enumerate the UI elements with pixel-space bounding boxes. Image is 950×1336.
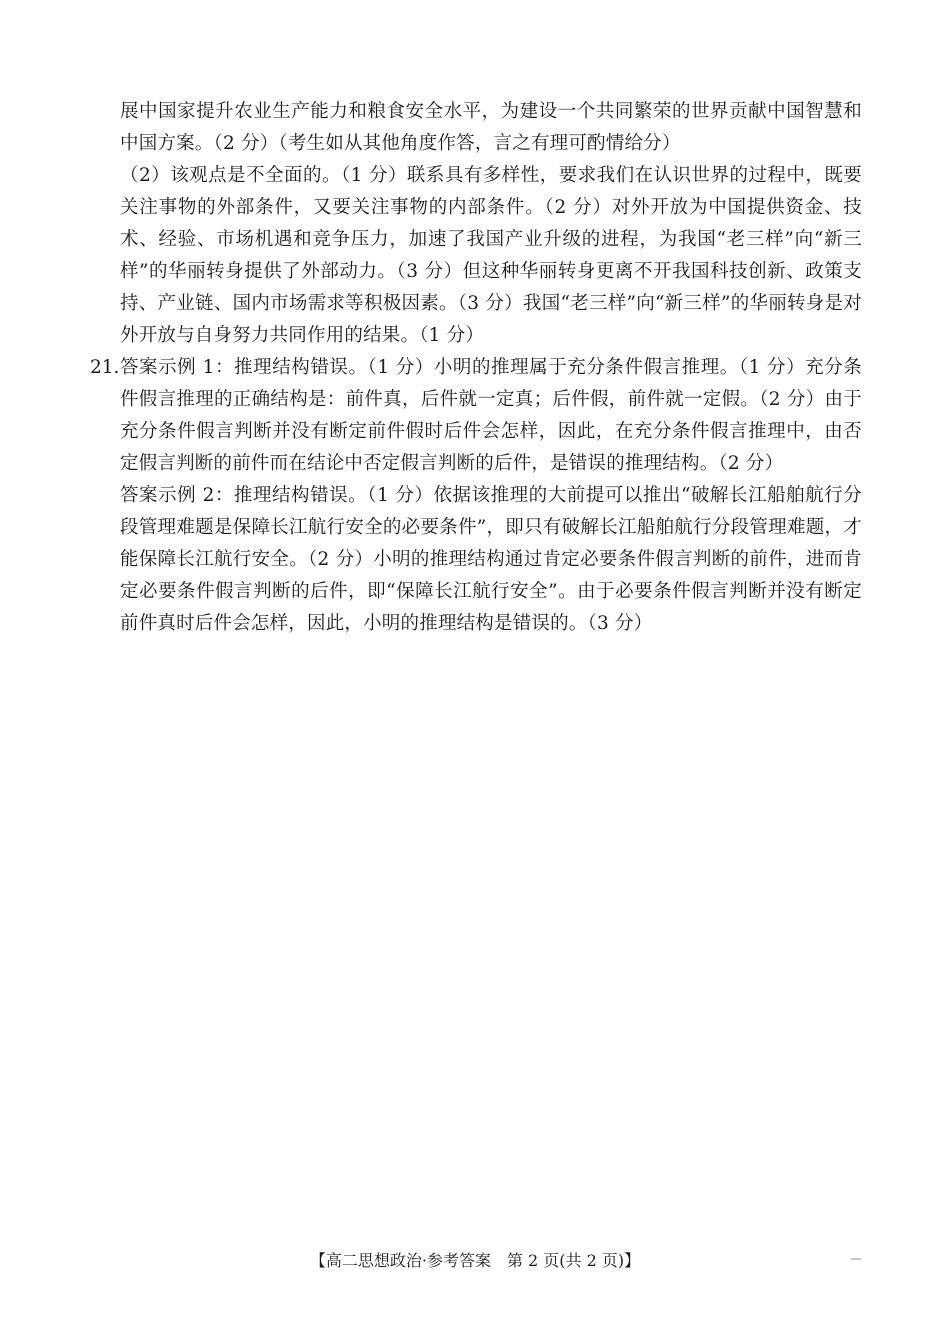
q21-number: 21. [90, 357, 120, 378]
q21-example2-text: 答案示例 2：推理结构错误。（1 分）依据该推理的大前提可以推出“破解长江船舶航行分段管理难题是保障长江航行安全的必要条件”，即只有破解长江船舶航行分段管理难题，才能保障长江航行安全。（2 分）小明的推理结构通过肯定必要条件假言判断的前件，进而肯定必要条件假言判断的后件，即“保障长江航行安全”。由于必要条件假言判断并没有断定前件真时后件会怎样，因此，小明的推理结构是错误的。（3 分） [120, 485, 862, 634]
q20-continued-text: 展中国家提升农业生产能力和粮食安全水平，为建设一个共同繁荣的世界贡献中国智慧和中国方案。（2 分）（考生如从其他角度作答，言之有理可酌情给分） [120, 101, 862, 154]
scan-mark [851, 1258, 861, 1260]
page-footer: 【高二思想政治·参考答案 第 2 页(共 2 页)】 [309, 1251, 641, 1270]
q21-example1-text: 答案示例 1：推理结构错误。（1 分）小明的推理属于充分条件假言推理。（1 分）充分条件假言推理的正确结构是：前件真，后件就一定真；后件假，前件就一定假。（2 分）由于充分条件假言判断并没有断定前件假时后件会怎样，因此，在充分条件假言推理中，由否定假言判断的前件而在结论中否定假言判断的后件，是错误的推理结构。（2 分） [120, 357, 862, 474]
q21-block [0, 352, 950, 640]
q20-part2-text: （2）该观点是不全面的。（1 分）联系具有多样性，要求我们在认识世界的过程中，既要关注事物的外部条件，又要关注事物的内部条件。（2 分）对外开放为中国提供资金、技术、经验、市场机遇和竞争压力，加速了我国产业升级的进程，为我国“老三样”向“新三样”的华丽转身提供了外部动力。（3 分）但这种华丽转身更离不开我国科技创新、政策支持、产业链、国内市场需求等积极因素。（3 分）我国“老三样”向“新三样”的华丽转身是对外开放与自身努力共同作用的结果。（1 分） [120, 165, 862, 346]
answer-content [0, 96, 950, 640]
